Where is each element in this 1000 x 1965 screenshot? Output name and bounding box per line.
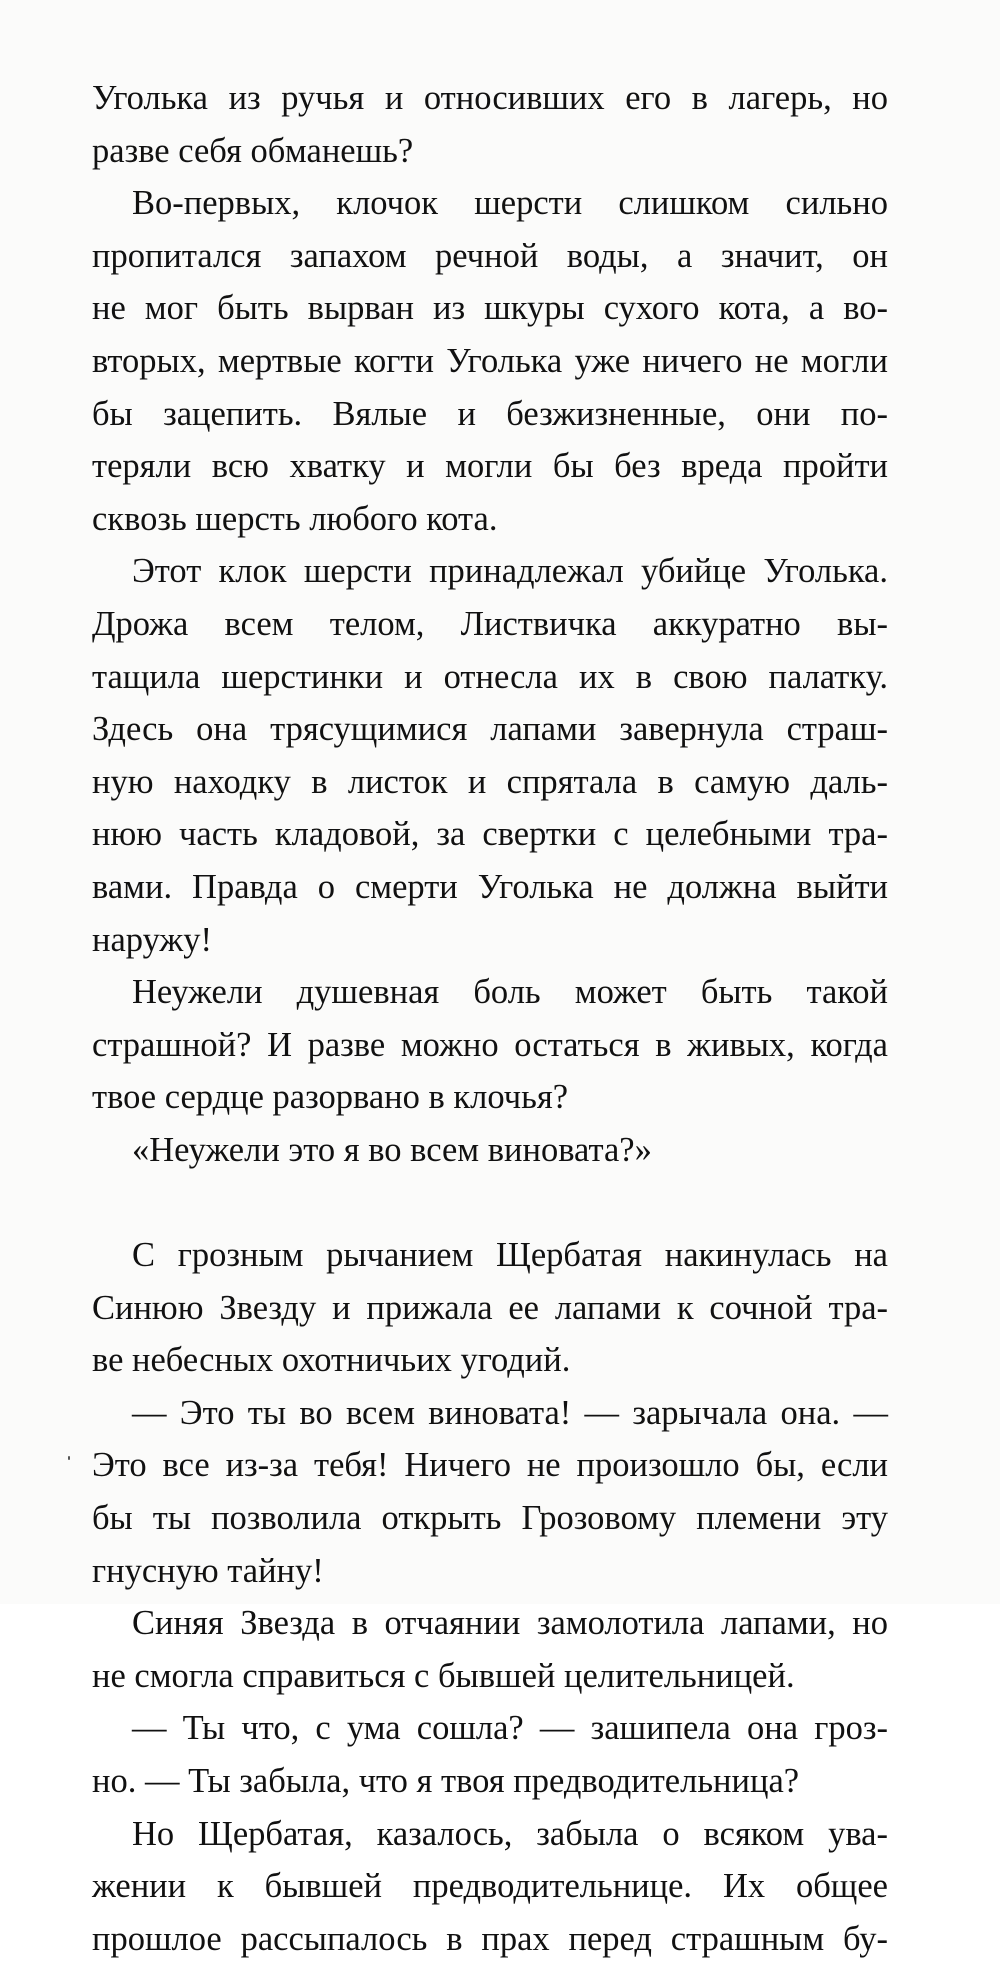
paragraph bbox=[92, 545, 888, 598]
text-line: не смогла справиться с бывшей целительницей. bbox=[92, 1656, 795, 1695]
text-line: — Это ты во всем виновата! — зарычала она. — bbox=[132, 1393, 888, 1432]
section-break bbox=[92, 1176, 888, 1229]
text-line: бы зацепить. Вялые и безжизненные, они по- bbox=[92, 394, 888, 433]
paragraph bbox=[92, 177, 888, 545]
text-line: Во-первых, клочок шерсти слишком сильно bbox=[132, 184, 888, 223]
text-line: страшной? И разве можно остаться в живых, когда bbox=[92, 1025, 888, 1064]
paragraph bbox=[92, 1124, 888, 1177]
text-line: ную находку в листок и спрятала в самую даль- bbox=[92, 762, 888, 801]
print-speck bbox=[68, 1456, 70, 1460]
text-line: теряли всю хватку и могли бы без вреда пройти bbox=[92, 447, 888, 486]
text-line: Уголька из ручья и относивших его в лагерь, но bbox=[92, 79, 888, 117]
text-line: гнусную тайну! bbox=[92, 1551, 324, 1590]
text-line: наружу! bbox=[92, 920, 212, 959]
paragraph bbox=[92, 598, 888, 966]
text-line: разве себя обманешь? bbox=[92, 131, 414, 170]
text-line: твое сердце разорвано в клочья? bbox=[92, 1078, 569, 1117]
paragraph bbox=[92, 1229, 888, 1387]
text-line: — Ты что, с ума сошла? — зашипела она гроз- bbox=[132, 1709, 888, 1748]
text-line: тащила шерстинки и отнесла их в свою палатку. bbox=[92, 657, 888, 696]
paragraph bbox=[92, 72, 888, 177]
text-line: С грозным рычанием Щербатая накинулась на bbox=[132, 1236, 888, 1275]
text-line: жении к бывшей предводительнице. Их общее bbox=[92, 1867, 888, 1906]
text-line: «Неужели это я во всем виновата?» bbox=[132, 1130, 652, 1169]
page-text bbox=[92, 72, 888, 1965]
text-line: ве небесных охотничьих угодий. bbox=[92, 1341, 571, 1380]
text-line: вторых, мертвые когти Уголька уже ничего не могли bbox=[92, 341, 888, 380]
text-line: но. — Ты забыла, что я твоя предводительница? bbox=[92, 1762, 800, 1800]
text-line: Но Щербатая, казалось, забыла о всяком ува- bbox=[132, 1814, 888, 1853]
text-line: Это все из-за тебя! Ничего не произошло бы, если bbox=[92, 1446, 888, 1485]
text-line: Синюю Звезду и прижала ее лапами к сочной тра- bbox=[92, 1288, 888, 1327]
paragraph bbox=[92, 1597, 888, 1702]
text-line: Здесь она трясущимися лапами завернула страш- bbox=[92, 710, 888, 749]
paragraph bbox=[92, 966, 888, 1124]
paragraph bbox=[92, 1808, 888, 1965]
text-line: бы ты позволила открыть Грозовому племени эту bbox=[92, 1499, 888, 1538]
paragraph bbox=[92, 1702, 888, 1807]
paragraph bbox=[92, 1387, 888, 1597]
text-line: не мог быть вырван из шкуры сухого кота, а во- bbox=[92, 289, 888, 328]
text-line: Этот клок шерсти принадлежал убийце Уголька. bbox=[132, 552, 888, 591]
text-line: Неужели душевная боль может быть такой bbox=[132, 973, 888, 1012]
text-line: Синяя Звезда в отчаянии замолотила лапами, но bbox=[132, 1604, 888, 1643]
text-line: вами. Правда о смерти Уголька не должна выйти bbox=[92, 867, 888, 906]
text-line: сквозь шерсть любого кота. bbox=[92, 499, 498, 538]
text-line: нюю часть кладовой, за свертки с целебными тра- bbox=[92, 815, 888, 854]
text-line: Дрожа всем телом, Листвичка аккуратно вы- bbox=[92, 604, 888, 643]
text-line: прошлое рассыпалось в прах перед страшным бу- bbox=[92, 1919, 888, 1958]
text-line: пропитался запахом речной воды, а значит, он bbox=[92, 236, 888, 275]
